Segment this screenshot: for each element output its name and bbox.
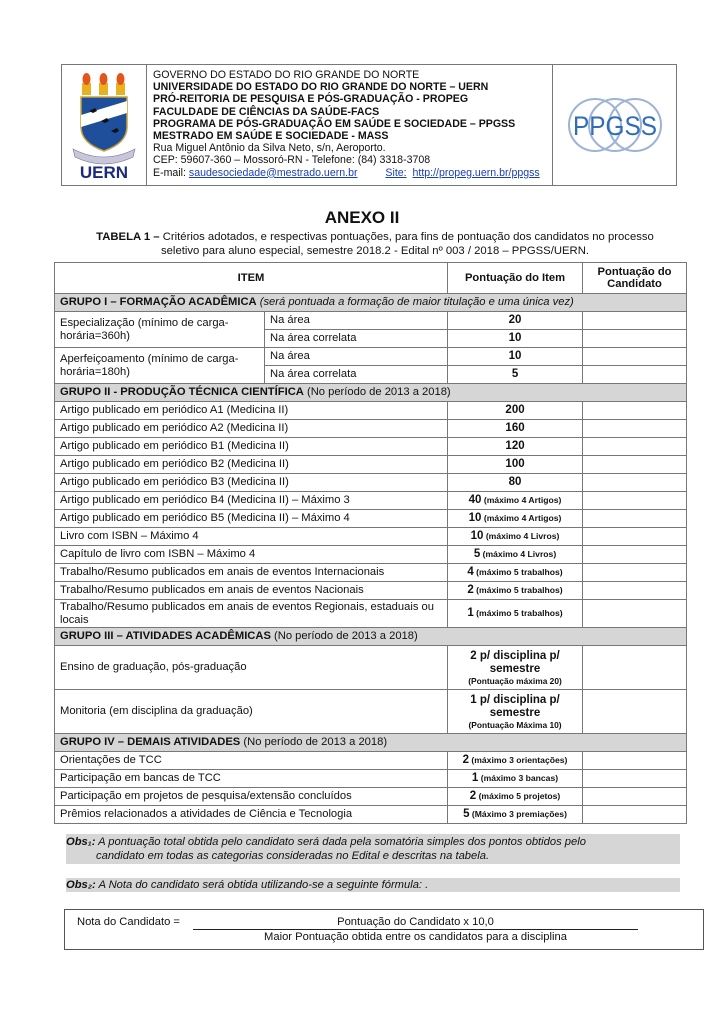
caption-text-1: Critérios adotados, e respectivas pontuações, para fins de pontuação dos candidatos no processo [159,231,654,243]
points-cell [448,582,583,600]
option-cell: Na área correlata [265,330,448,348]
table-row [55,600,687,628]
candidate-score-cell[interactable] [583,402,687,420]
points-cell [448,690,583,734]
table-row [55,456,687,474]
points-value: 2 [469,790,477,803]
points-cell [448,752,583,770]
group-title: GRUPO I – FORMAÇÃO ACADÊMICA [60,296,257,309]
points-limit: (máximo 3 bancas) [478,773,559,784]
candidate-score-cell[interactable] [583,788,687,806]
header-line-facs: FACULDADE DE CIÊNCIAS DA SAÚDE-FACS [153,105,380,118]
header-line-mass: MESTRADO EM SAÚDE E SOCIEDADE - MASS [153,130,389,143]
candidate-score-cell[interactable] [583,752,687,770]
points-value: 100 [505,458,525,471]
candidate-score-cell[interactable] [583,582,687,600]
table-row [55,510,687,528]
points-limit: (máximo 4 Artigos) [481,513,562,524]
points-cell [448,564,583,582]
candidate-score-cell[interactable] [583,312,687,330]
points-cell [448,646,583,690]
points-cell [448,546,583,564]
points-limit: (máximo 4 Artigos) [481,495,562,506]
header-links [153,167,552,179]
points-value: 5 [473,548,481,561]
candidate-score-cell[interactable] [583,646,687,690]
header-item: ITEM [55,263,448,294]
points-limit: (Pontuação Máxima 10) [468,719,562,730]
item-cell: Artigo publicado em periódico A1 (Medicina II) [55,402,448,420]
option-cell: Na área correlata [265,366,448,384]
table-row [55,806,687,824]
group-4-rows [55,752,687,824]
candidate-score-cell[interactable] [583,366,687,384]
points-cell [448,402,583,420]
table-row [55,788,687,806]
table-row [55,770,687,788]
group-note: (No período de 2013 a 2018) [303,386,451,399]
points-cell [448,770,583,788]
obs2-label: Obs₂: [66,879,96,891]
obs2-text: A Nota do candidato será obtida utilizando-se a seguinte fórmula: . [95,879,429,891]
item-cell: Trabalho/Resumo publicados em anais de eventos Internacionais [55,564,448,582]
points-value: 10 [470,530,484,543]
points-value: 200 [505,404,525,417]
header-contact: CEP: 59607-360 – Mossoró-RN - Telefone: (84) 3318-3708 [153,154,431,167]
page-title: ANEXO II [324,208,400,227]
points-line: 1 p/ disciplina p/ [470,693,560,706]
header-line-propeg: PRÓ-REITORIA DE PESQUISA E PÓS-GRADUAÇÃO - PROPEG [153,93,469,106]
points-line: 2 p/ disciplina p/ [470,649,560,662]
points-cell [448,788,583,806]
points-limit: (máximo 5 trabalhos) [473,585,563,596]
candidate-score-cell[interactable] [583,690,687,734]
group-title: GRUPO IV – DEMAIS ATIVIDADES [60,736,241,749]
points-cell: 20 [448,312,583,330]
group-row [55,628,687,646]
table-row [55,420,687,438]
svg-text:UERN: UERN [79,163,129,181]
candidate-score-cell[interactable] [583,600,687,628]
table-row [55,528,687,546]
option-cell: Na área [265,312,448,330]
table-row [55,752,687,770]
header-line-university: UNIVERSIDADE DO ESTADO DO RIO GRANDE DO NORTE – UERN [153,81,489,94]
points-value: 40 [468,494,482,507]
item-cell: Artigo publicado em periódico B1 (Medicina II) [55,438,448,456]
candidate-score-cell[interactable] [583,806,687,824]
option-cell: Na área [265,348,448,366]
points-cell [448,510,583,528]
item-cell: Prêmios relacionados a atividades de Ciência e Tecnologia [55,806,448,824]
svg-text:PPGSS: PPGSS [572,111,657,141]
ppgss-logo-icon [565,85,665,165]
table-row [55,438,687,456]
header-line-govt: GOVERNO DO ESTADO DO RIO GRANDE DO NORTE [153,69,420,81]
candidate-score-cell[interactable] [583,330,687,348]
points-line: semestre [489,706,541,719]
group-title: GRUPO II - PRODUÇÃO TÉCNICA CIENTÍFICA [60,386,304,399]
table-header-row [55,263,687,294]
uern-crest-icon [69,69,139,181]
formula-denominator: Maior Pontuação obtida entre os candidatos para a disciplina [264,931,567,943]
table-row [55,474,687,492]
item-cell: Artigo publicado em periódico A2 (Medicina II) [55,420,448,438]
table-row [55,546,687,564]
table-row [55,492,687,510]
table-row [55,564,687,582]
obs1-label: Obs₁: [66,836,96,848]
item-cell: Trabalho/Resumo publicados em anais de eventos Regionais, estaduais ou locais [55,600,448,628]
points-limit: (máximo 3 orientações) [469,755,568,766]
item-cell: Trabalho/Resumo publicados em anais de eventos Nacionais [55,582,448,600]
candidate-score-cell[interactable] [583,348,687,366]
header-line-ppgss: PROGRAMA DE PÓS-GRADUAÇÃO EM SAÚDE E SOCIEDADE – PPGSS [153,117,516,130]
group-2-rows [55,402,687,628]
points-limit: (máximo 4 Livros) [483,531,560,542]
formula-label: Nota do Candidato = [77,916,180,928]
points-value: 160 [505,422,525,435]
group-row [55,384,687,402]
site-link[interactable]: http://propeg.uern.br/ppgss [412,166,540,179]
points-cell [448,456,583,474]
table-row [55,690,687,734]
candidate-score-cell[interactable] [583,456,687,474]
points-cell [448,528,583,546]
points-value: 1 [471,772,479,785]
points-limit: (Pontuação máxima 20) [468,675,562,686]
points-limit: (máximo 4 Livros) [480,549,557,560]
item-cell: Orientações de TCC [55,752,448,770]
item-cell: Artigo publicado em periódico B4 (Medicina II) – Máximo 3 [55,492,448,510]
points-value: 2 [467,584,474,597]
points-cell [448,492,583,510]
uern-logo [62,65,147,185]
points-cell: 10 [448,330,583,348]
points-cell: 5 [448,366,583,384]
table-row [55,582,687,600]
points-value: 1 [467,607,474,620]
item-cell: Artigo publicado em periódico B2 (Medicina II) [55,456,448,474]
group-title: GRUPO III – ATIVIDADES ACADÊMICAS [60,630,271,643]
item-cell: Participação em bancas de TCC [55,770,448,788]
item-cell: Capítulo de livro com ISBN – Máximo 4 [55,546,448,564]
points-cell: 10 [448,348,583,366]
formula-box [64,909,704,950]
candidate-score-cell[interactable] [583,438,687,456]
table-row [55,646,687,690]
institution-info [147,65,553,185]
observation-1 [66,834,680,864]
group-row [55,294,687,312]
header-candidate-points: Pontuação do Candidato [583,263,687,294]
item-cell: Especialização (mínimo de carga-horária=360h) [55,312,265,348]
item-cell: Artigo publicado em periódico B3 (Medicina II) [55,474,448,492]
candidate-score-cell[interactable] [583,474,687,492]
table-row [55,312,687,330]
points-limit: (máximo 5 trabalhos) [473,567,563,578]
points-cell [448,474,583,492]
points-limit: (Máximo 3 premiações) [469,809,567,820]
points-limit: (máximo 5 trabalhos) [473,608,563,619]
points-cell [448,420,583,438]
site-label: Site: [385,166,407,179]
caption-label: TABELA 1 – [96,231,160,243]
points-cell [448,600,583,628]
obs1-text-1: A pontuação total obtida pelo candidato será dada pela somatória simples dos pontos obtidos pelo [95,836,586,848]
candidate-score-cell[interactable] [583,546,687,564]
points-limit: (máximo 5 projetos) [476,791,561,802]
item-cell: Artigo publicado em periódico B5 (Medicina II) – Máximo 4 [55,510,448,528]
table-row [55,402,687,420]
item-cell: Ensino de graduação, pós-graduação [55,646,448,690]
obs1-text-2: candidato em todas as categorias consideradas no Edital e descritas na tabela. [96,850,490,862]
candidate-score-cell[interactable] [583,528,687,546]
table-caption [60,231,690,258]
letterhead [61,64,677,186]
email-label: E-mail: [153,166,189,179]
header-item-points: Pontuação do Item [448,263,583,294]
points-cell [448,438,583,456]
criteria-table [54,262,687,824]
candidate-score-cell[interactable] [583,420,687,438]
group-note: (No período de 2013 a 2018) [270,630,418,643]
item-cell: Participação em projetos de pesquisa/extensão concluídos [55,788,448,806]
group-row [55,734,687,752]
ppgss-logo [553,65,676,185]
table-row [55,348,687,366]
points-cell [448,806,583,824]
candidate-score-cell[interactable] [583,564,687,582]
header-address: Rua Miguel Antônio da Silva Neto, s/n, Aeroporto. [153,142,386,155]
item-cell: Aperfeiçoamento (mínimo de carga-horária=180h) [55,348,265,384]
points-line: semestre [489,662,541,675]
group-note: (No período de 2013 a 2018) [240,736,388,749]
candidate-score-cell[interactable] [583,770,687,788]
points-value: 5 [463,808,470,821]
points-value: 120 [505,440,525,453]
points-value: 4 [467,566,474,579]
group-note: (será pontuada a formação de maior titulação e uma única vez) [256,296,574,309]
caption-text-2: seletivo para aluno especial, semestre 2018.2 - Edital nº 003 / 2018 – PPGSS/UERN. [161,244,589,257]
email-link[interactable]: saudesociedade@mestrado.uern.br [188,166,358,179]
candidate-score-cell[interactable] [583,492,687,510]
observation-2 [66,878,680,892]
item-cell: Monitoria (em disciplina da graduação) [55,690,448,734]
candidate-score-cell[interactable] [583,510,687,528]
formula-numerator: Pontuação do Candidato x 10,0 [193,916,638,930]
points-value: 80 [508,476,522,489]
points-value: 10 [468,512,482,525]
points-value: 2 [462,754,470,767]
item-cell: Livro com ISBN – Máximo 4 [55,528,448,546]
